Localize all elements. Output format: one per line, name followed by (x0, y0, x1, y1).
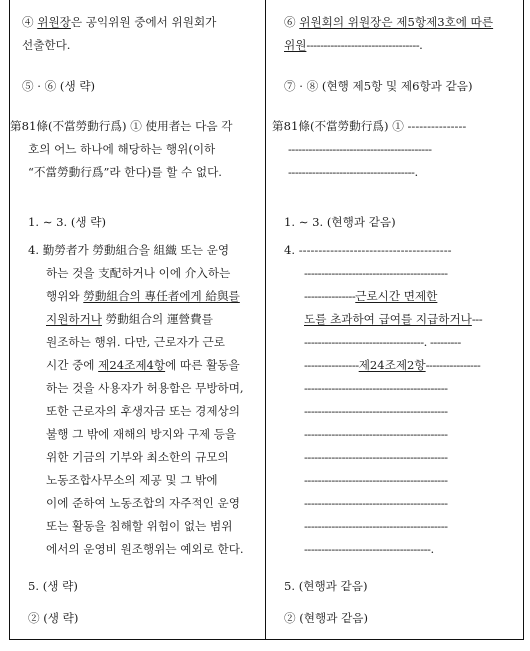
right-item-4-line11: ------------------------------------------ (304, 473, 448, 487)
left-article-81-line3: “不當勞動行爲”라 한다)를 할 수 없다. (28, 165, 222, 179)
right-item-4-amendment-b: 도를 초과하여 급여를 지급하거나 (304, 312, 472, 326)
left-item-4-line9: 불행 그 밖에 재해의 방지와 구제 등을 (46, 427, 237, 441)
left-item-4-line13: 또는 활동을 침해할 위험이 없는 범위 (46, 519, 233, 533)
right-item-4-line8: ------------------------------------------ (304, 404, 448, 418)
right-item-4-line9: ------------------------------------------ (304, 427, 448, 441)
left-item-4-line3: 행위와 勞動組合의 專任者에게 給與를 (46, 289, 240, 303)
left-item-4-amendment-a: 勞動組合의 專任者에게 給與를 (83, 289, 240, 303)
right-article-81-line2: ------------------------------------------ (288, 142, 432, 156)
left-item-4-line2: 하는 것을 支配하거나 이에 介入하는 (46, 266, 231, 280)
left-para-2: ② (생 략) (28, 611, 79, 625)
left-item-4-line1: 4. 勤勞者가 勞動組合을 組織 또는 운영 (28, 243, 230, 257)
right-item-4-line4: 도를 초과하여 급여를 지급하거나--- (304, 312, 483, 326)
left-item-4-line8: 또한 근로자의 후생자금 또는 경제상의 (46, 404, 240, 418)
right-item-4-amendment-a: 근로시간 면제한 (355, 289, 438, 303)
left-para-4-underlined: 위원장 (37, 15, 71, 29)
left-item-4-line6: 시간 중에 제24조제4항에 따른 활동을 (46, 358, 240, 372)
right-item-4-line3: ---------------근로시간 면제한 (304, 289, 438, 303)
left-article-81-line2: 호의 어느 하나에 해당하는 행위(이하 (28, 142, 216, 156)
right-item-5: 5. (현행과 같음) (284, 579, 368, 593)
right-item-4-line5: -----------------------------------. --------- (304, 335, 461, 349)
right-item-4-line14: -------------------------------------. (304, 542, 434, 556)
right-item-4-line2: ------------------------------------------ (304, 266, 448, 280)
right-para-6-underlined: 위원회의 위원장은 제5항제3호에 따른 (299, 15, 494, 29)
left-item-4-line7: 하는 것을 사용자가 허용함은 무방하며, (46, 381, 244, 395)
left-para-4-line1 (22, 15, 254, 29)
left-article-81-heading: 第81條(不當勞動行爲) ① 使用者는 다음 각 (10, 119, 233, 133)
right-item-4-line7: ------------------------------------------ (304, 381, 448, 395)
right-item-4-line1: 4. --------------------------------------- (284, 243, 452, 257)
left-para-4-line2: 선출한다. (22, 38, 71, 52)
right-para-6-line2: 위원---------------------------------. (284, 38, 423, 52)
left-item-4-line14: 에서의 운영비 원조행위는 예외로 한다. (46, 542, 244, 556)
right-item-4-amendment-c: 제24조제2항 (358, 358, 426, 372)
left-item-4-line12: 이에 준하여 노동조합의 자주적인 운영 (46, 496, 240, 510)
left-item-4-amendment-b: 지원하거나 (46, 312, 102, 326)
right-para-6-underlined-2: 위원 (284, 38, 307, 52)
right-item-4-line6: ----------------제24조제2항---------------- (304, 358, 481, 372)
right-article-81-line3: -------------------------------------. (288, 165, 418, 179)
left-item-4-line4: 지원하거나 勞動組合의 運營費를 (46, 312, 213, 326)
right-items-1-3: 1. ∼ 3. (현행과 같음) (284, 215, 396, 229)
right-item-4-line10: ------------------------------------------ (304, 450, 448, 464)
left-items-1-3: 1. ∼ 3. (생 략) (28, 215, 107, 229)
left-para-5-6: ⑤ · ⑥ (생 략) (22, 79, 96, 93)
left-para-4-rest: 은 공익위원 중에서 위원회가 (70, 15, 217, 29)
right-para-7-8: ⑦ · ⑧ (현행 제5항 및 제6항과 같음) (284, 79, 473, 93)
left-para-4-num: ④ (22, 15, 38, 29)
left-item-5: 5. (생 략) (28, 579, 78, 593)
right-item-4-line13: ------------------------------------------ (304, 519, 448, 533)
left-item-4-line5: 원조하는 행위. 다만, 근로자가 근로 (46, 335, 225, 349)
left-item-4-line11: 노동조합사무소의 제공 및 그 밖에 (46, 473, 218, 487)
right-para-6-line1: ⑥ 위원회의 위원장은 제5항제3호에 따른 (284, 15, 494, 29)
right-article-81-heading: 第81條(不當勞動行爲) ① --------------- (272, 119, 467, 133)
left-item-4-line10: 위한 기금의 기부와 최소한의 규모의 (46, 450, 229, 464)
left-item-4-amendment-c: 제24조제4항 (98, 358, 166, 372)
right-item-4-line12: ------------------------------------------ (304, 496, 448, 510)
right-para-2: ② (현행과 같음) (284, 611, 369, 625)
